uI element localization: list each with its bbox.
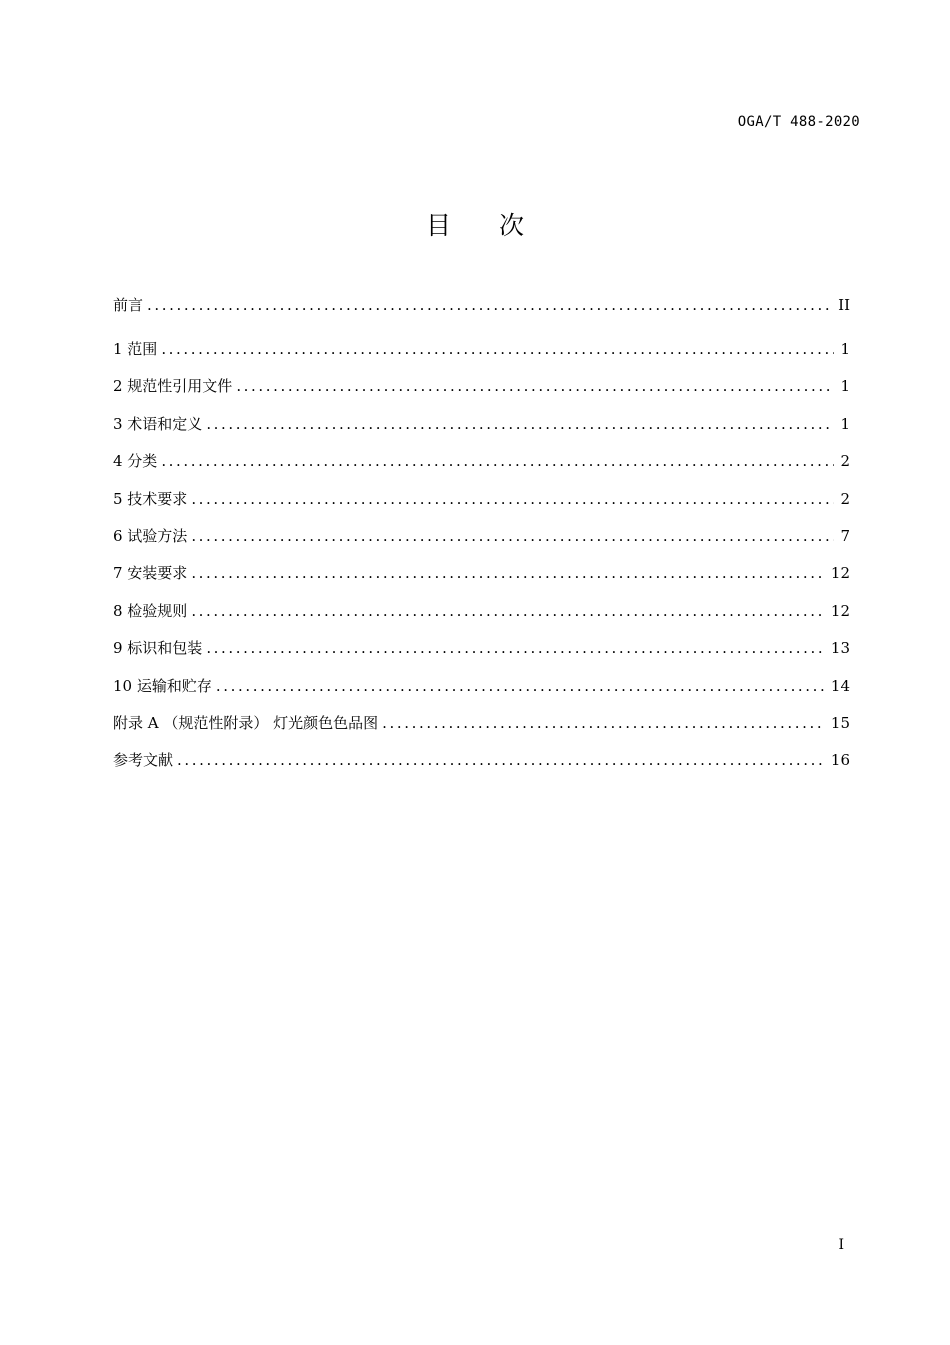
toc-entry-test-methods[interactable]	[113, 524, 850, 561]
toc-leader-dots	[216, 674, 825, 698]
toc-leader-dots	[177, 748, 825, 772]
toc-entry-page: 14	[830, 676, 850, 695]
toc-entry-label: 5 技术要求	[113, 489, 188, 508]
toc-entry-label: 4 分类	[113, 452, 158, 471]
toc-entry-classification[interactable]	[113, 449, 850, 486]
toc-entry-page: 1	[840, 340, 850, 358]
toc-entry-terms-definitions[interactable]	[113, 412, 850, 449]
toc-entry-normative-references[interactable]	[113, 374, 850, 411]
toc-entry-inspection-rules[interactable]	[113, 599, 850, 636]
toc-leader-dots	[191, 599, 825, 623]
toc-entry-marking-packaging[interactable]	[113, 636, 850, 673]
toc-leader-dots	[206, 636, 825, 660]
toc-entry-label: 1 范围	[113, 340, 158, 358]
toc-entry-foreword[interactable]	[113, 293, 850, 337]
page-title: 目次	[425, 211, 572, 240]
toc-entry-page: 2	[840, 489, 850, 508]
toc-entry-bibliography[interactable]	[113, 748, 850, 785]
document-code: OGA/T 488-2020	[737, 114, 860, 130]
toc-entry-page: 16	[830, 751, 850, 770]
toc-entry-scope[interactable]	[113, 337, 850, 374]
toc-entry-page: 15	[830, 713, 850, 732]
toc-entry-label: 10 运输和贮存	[113, 676, 212, 695]
toc-entry-label: 2 规范性引用文件	[113, 377, 233, 396]
toc-entry-page: 7	[840, 526, 850, 545]
toc-entry-page: 12	[830, 564, 850, 583]
toc-entry-label: 前言	[113, 296, 144, 314]
toc-entry-page: 1	[840, 414, 850, 433]
toc-entry-page: 1	[840, 377, 850, 396]
toc-entry-page: 13	[830, 639, 850, 658]
toc-entry-label: 6 试验方法	[113, 526, 188, 545]
toc-leader-dots	[206, 412, 834, 436]
toc-leader-dots	[382, 711, 825, 735]
toc-entry-label: 附录 A （规范性附录） 灯光颜色色品图	[113, 713, 379, 732]
toc-leader-dots	[236, 374, 834, 398]
toc-leader-dots	[191, 487, 834, 511]
toc-leader-dots	[191, 524, 834, 548]
toc-entry-label: 参考文献	[113, 751, 174, 770]
toc-entry-label: 7 安装要求	[113, 564, 188, 583]
toc-entry-label: 9 标识和包装	[113, 639, 203, 658]
toc-entry-transport-storage[interactable]	[113, 674, 850, 711]
toc-entry-label: 8 检验规则	[113, 601, 188, 620]
toc-leader-dots	[147, 293, 832, 317]
toc-leader-dots	[191, 561, 825, 585]
table-of-contents	[113, 293, 850, 786]
toc-entry-annex-a[interactable]	[113, 711, 850, 748]
toc-leader-dots	[161, 449, 834, 473]
toc-entry-page: 12	[830, 601, 850, 620]
toc-entry-page: II	[838, 296, 850, 314]
toc-entry-installation[interactable]	[113, 561, 850, 598]
page-number: I	[838, 1237, 844, 1253]
toc-entry-label: 3 术语和定义	[113, 414, 203, 433]
toc-entry-technical-requirements[interactable]	[113, 487, 850, 524]
toc-leader-dots	[161, 337, 834, 361]
toc-entry-page: 2	[840, 452, 850, 471]
